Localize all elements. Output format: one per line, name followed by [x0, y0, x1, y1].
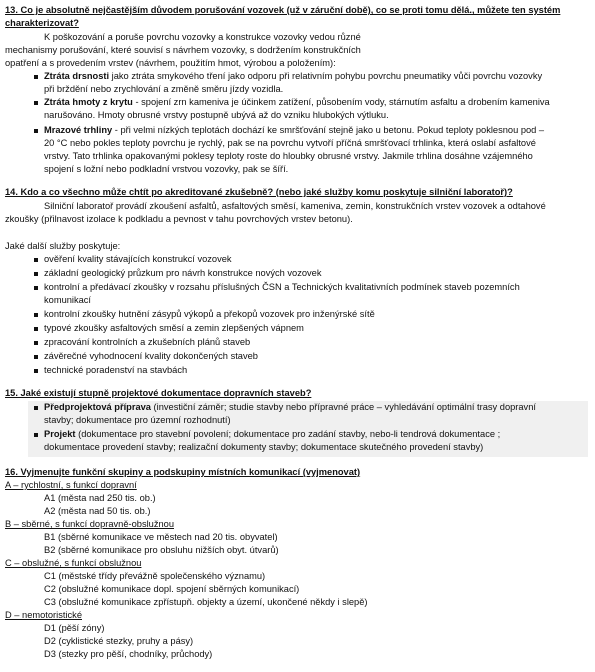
- q16-subgroup: B2 (sběrné komunikace pro obsluhu nižších obyt. útvarů): [44, 545, 279, 555]
- q13-title-cont: charakterizovat?: [5, 18, 79, 28]
- q13-item-term: Mrazové trhliny: [44, 125, 113, 135]
- q13-item-text: jako ztráta smykového tření jako odporu při relativním pohybu povrchu pneumatiky vůči povrchu vozovky: [109, 71, 543, 81]
- q14-service-cont: komunikací: [44, 295, 92, 305]
- q13-item: [44, 70, 542, 84]
- q14-service: základní geologický průzkum pro návrh konstrukce nových vozovek: [44, 268, 322, 278]
- bullet-icon: [34, 355, 38, 359]
- bullet-icon: [34, 327, 38, 331]
- q16-subgroup: D3 (stezky pro pěší, chodníky, průchody): [44, 649, 213, 659]
- bullet-icon: [34, 313, 38, 317]
- q16-subgroup: A2 (města nad 50 tis. ob.): [44, 506, 151, 516]
- bullet-icon: [34, 258, 38, 262]
- q13-item-term: Ztráta hmoty z krytu: [44, 97, 133, 107]
- q14-service: závěrečné vyhodnocení kvality dokončených staveb: [44, 351, 258, 361]
- q13-item-text: při brždění nebo zrychlování a změně směru jízdy vozidla.: [44, 84, 284, 94]
- bullet-icon: [34, 433, 38, 437]
- q13-item-term: Ztráta drsnosti: [44, 71, 110, 81]
- bullet-icon: [34, 341, 38, 345]
- q14-services-label: Jaké další služby poskytuje:: [5, 241, 121, 251]
- q14-service: typové zkoušky asfaltových směsí a zemin zlepšených vápnem: [44, 323, 304, 333]
- q13-intro-line: K poškozování a poruše povrchu vozovky a konstrukce vozovky vedou různé: [44, 32, 361, 42]
- q15-item: [44, 401, 536, 415]
- q15-title: 15. Jaké existují stupně projektové dokumentace dopravních staveb?: [5, 388, 312, 398]
- bullet-icon: [34, 272, 38, 276]
- q16-title: 16. Vyjmenujte funkční skupiny a podskupiny místních komunikací (vyjmenovat): [5, 467, 361, 477]
- q16-subgroup: C1 (městské třídy převážně společenského významu): [44, 571, 266, 581]
- q15-item-text: (investiční záměr; studie stavby nebo přípravné práce – vyhledávání optimální trasy dopravní: [150, 402, 536, 412]
- bullet-icon: [34, 75, 38, 79]
- bullet-icon: [34, 286, 38, 290]
- q13-item-text: vrstvy. Tato trhlinka opakovanými poklesy teploty roste do hloubky obrusné vrstvy. Jakmile trhlina dosáhne vzájemného: [44, 151, 533, 161]
- q14-service: ověření kvality stávajících konstrukcí vozovek: [44, 254, 232, 264]
- bullet-icon: [34, 406, 38, 410]
- q13-item-text: narušováno. Hmoty obrusné vrstvy postupně ubývá až do vzniku hlubokých výtluku.: [44, 110, 389, 120]
- q16-group-label: C – obslužné, s funkcí obslužnou: [5, 558, 142, 568]
- q16-subgroup: C2 (obslužné komunikace dopl. spojení sběrných komunikací): [44, 584, 300, 594]
- q14-intro-line: Silniční laboratoř provádí zkoušení asfaltů, asfaltových směsí, kameniva, zemin, konstrukčních vrstev vozovek a odtahové: [44, 201, 546, 211]
- q16-subgroup: D1 (pěší zóny): [44, 623, 105, 633]
- q15-item-term: Projekt: [44, 429, 76, 439]
- q16-group-label: D – nemotoristické: [5, 610, 82, 620]
- q13-item: [44, 96, 550, 110]
- q15-item-text: (dokumentace pro stavební povolení; dokumentace pro zadání stavby, nebo-li tendrová dokumentace ;: [75, 429, 501, 439]
- bullet-icon: [34, 369, 38, 373]
- q16-group-label: B – sběrné, s funkcí dopravně-obslužnou: [5, 519, 174, 529]
- q13-item-text: spojení s ložní nebo podkladní vrstvou vozovky, pak se šíří.: [44, 164, 289, 174]
- q14-service: kontrolní a předávací zkoušky v rozsahu příslušných ČSN a Technických kvalitativních podmínek staveb pozemních: [44, 282, 520, 292]
- bullet-icon: [34, 101, 38, 105]
- q14-intro-line: zkoušky (přilnavost izolace k podkladu a pevnost v tahu povrchových vrstev betonu).: [5, 214, 353, 224]
- q14-service: technické poradenství na stavbách: [44, 365, 188, 375]
- q13-intro-line: mechanismy porušování, které souvisí s návrhem vozovky, s dodržením konstrukčních: [5, 45, 361, 55]
- q15-item-text: dokumentace provedení stavby; realizační dokumenty stavby; dokumentace skutečného provedení stavby): [44, 442, 484, 452]
- q15-item-term: Předprojektová příprava: [44, 402, 151, 412]
- q14-service: kontrolní zkoušky hutnění zásypů výkopů a překopů vozovek pro inženýrské sítě: [44, 309, 375, 319]
- q16-group-label: A – rychlostní, s funkcí dopravní: [5, 480, 137, 490]
- q16-subgroup: B1 (sběrné komunikace ve městech nad 20 tis. obyvatel): [44, 532, 278, 542]
- bullet-icon: [34, 129, 38, 133]
- q13-item: [44, 124, 544, 138]
- q16-subgroup: C3 (obslužné komunikace zpřístupň. objekty a území, ukončené někdy i slepě): [44, 597, 368, 607]
- q13-item-text: 20 °C nebo pokles teploty povrchu je rychlý, pak se na povrchu vytvoří příčná smršťovací trhlinka, která oslabí asfaltové: [44, 138, 536, 148]
- q13-item-text: - při velmi nízkých teplotách dochází ke smršťování stejně jako u betonu. Pokud teploty poklesnou pod –: [112, 125, 545, 135]
- q13-item-text: - spojení zrn kameniva je účinkem zatížení, působením vody, stárnutím asfaltu a drobením kameniva: [132, 97, 550, 107]
- q15-item: [44, 428, 500, 442]
- q16-subgroup: D2 (cyklistické stezky, pruhy a pásy): [44, 636, 194, 646]
- q13-intro-line: opatření a s provedením vrstev (návrhem, použitím hmot, výrobou a položením):: [5, 58, 336, 68]
- q14-service: zpracování kontrolních a zkušebních plánů staveb: [44, 337, 251, 347]
- q14-title: 14. Kdo a co všechno může chtít po akreditované zkušebně? (nebo jaké služby komu poskytuje silniční laboratoř)?: [5, 187, 513, 197]
- q13-title: 13. Co je absolutně nejčastějším důvodem porušování vozovek (už v záruční době), co se proti tomu dělá., můžete ten systém: [5, 5, 561, 15]
- q15-item-text: stavby; dokumentace pro územní rozhodnutí): [44, 415, 231, 425]
- q16-subgroup: A1 (města nad 250 tis. ob.): [44, 493, 156, 503]
